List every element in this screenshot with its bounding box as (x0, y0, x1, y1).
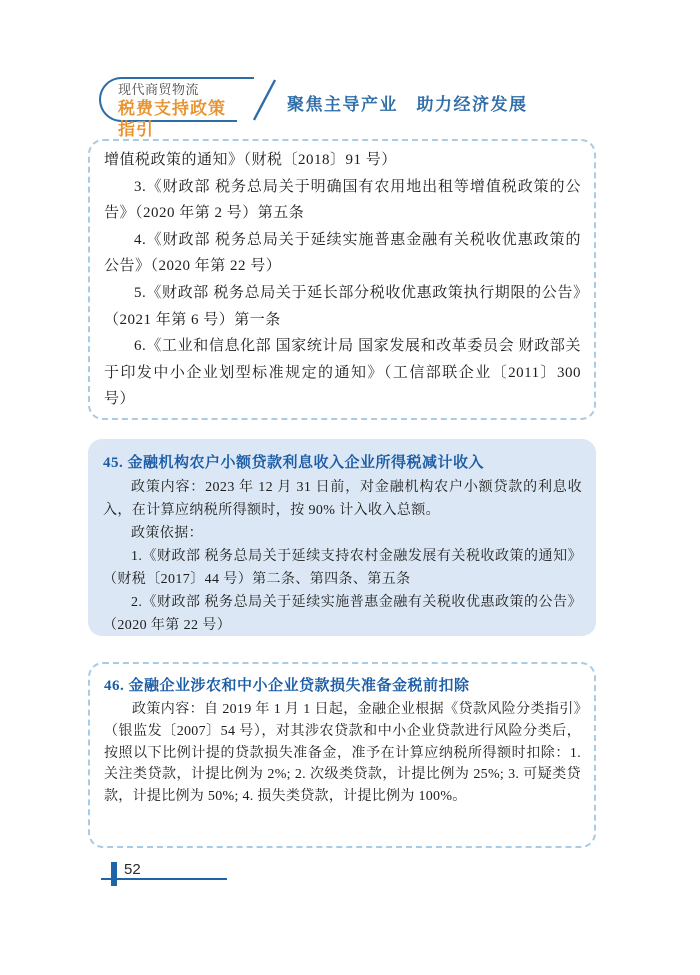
policy-paragraph: 3.《财政部 税务总局关于明确国有农用地出租等增值税政策的公告》（2020 年第 2 号）第五条 (104, 178, 581, 222)
guide-title: 税费支持政策指引 (118, 99, 226, 139)
footer-accent-bar (111, 862, 117, 886)
policy-paragraph: 2.《财政部 税务总局关于延续实施普惠金融有关税收优惠政策的公告》（2020 年第 22 号） (103, 595, 582, 633)
policy-46-title: 46. 金融企业涉农和中小企业贷款损失准备金税前扣除 (104, 678, 470, 694)
policy-box-46 (88, 662, 596, 848)
series-label: 现代商贸物流 (118, 82, 200, 97)
policy-paragraph: 4.《财政部 税务总局关于延续实施普惠金融有关税收优惠政策的公告》（2020 年第 22 号） (104, 231, 581, 275)
slash-divider-icon (250, 79, 278, 121)
policy-box-45 (88, 439, 596, 636)
policy-45-title: 45. 金融机构农户小额贷款利息收入企业所得税减计收入 (103, 455, 485, 471)
policy-paragraph: 政策依据： (131, 526, 203, 541)
header-slogan: 聚焦主导产业 助力经济发展 (287, 95, 528, 114)
policy-paragraph: 增值税政策的通知》（财税〔2018〕91 号） (104, 152, 397, 168)
policy-paragraph: 政策内容：自 2019 年 1 月 1 日起，金融企业根据《贷款风险分类指引》（银监发〔2007〕54 号），对其涉农贷款和中小企业贷款进行风险分类后，按照以下比例计提的贷款损失准备金，准予在计算应纳税所得额时扣除：1. 关注类贷款，计提比例为 2%; 2. 次级类贷款，计提比例为 25%; 3. 可疑类贷款，计提比例为 50%; 4. 损失类贷款，计提比例为 100%。 (104, 702, 581, 805)
header-badge (99, 77, 237, 139)
footer-rule (101, 878, 227, 880)
policy-continuation-box (88, 139, 596, 420)
policy-paragraph: 6.《工业和信息化部 国家统计局 国家发展和改革委员会 财政部关于印发中小企业划型标准规定的通知》（工信部联企业〔2011〕300 号） (104, 338, 581, 408)
policy-paragraph: 5.《财政部 税务总局关于延长部分税收优惠政策执行期限的公告》（2021 年第 6 号）第一条 (104, 284, 581, 328)
page-number: 52 (124, 861, 141, 878)
policy-paragraph: 1.《财政部 税务总局关于延续支持农村金融发展有关税收政策的通知》（财税〔2017〕44 号）第二条、第四条、第五条 (103, 549, 582, 587)
policy-paragraph: 政策内容：2023 年 12 月 31 日前，对金融机构农户小额贷款的利息收入，在计算应纳税所得额时，按 90% 计入收入总额。 (103, 480, 582, 518)
